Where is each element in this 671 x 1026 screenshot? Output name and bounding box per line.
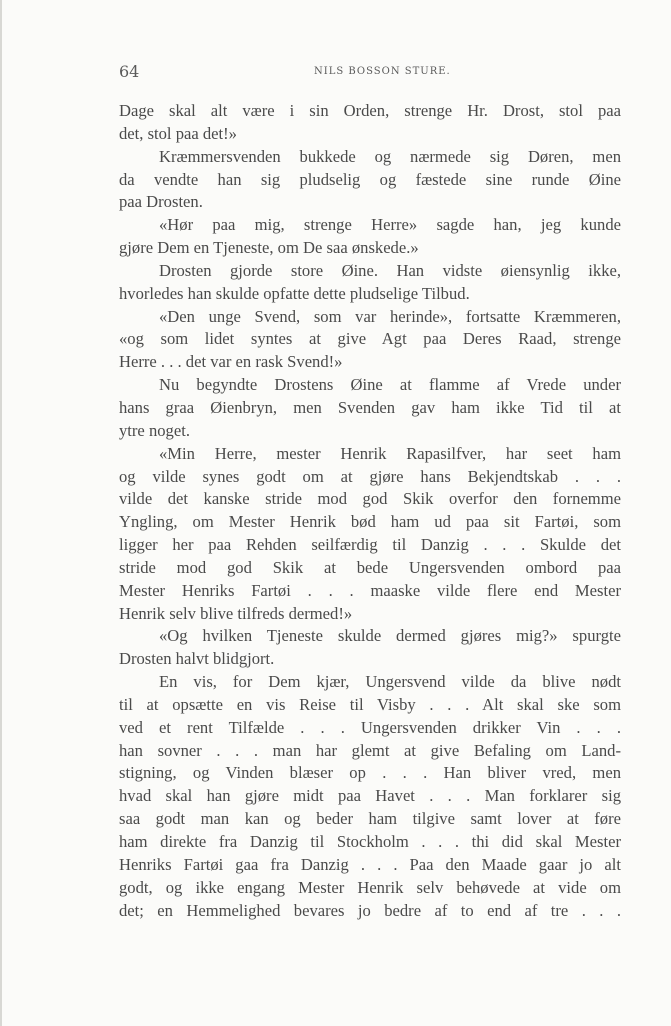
text-line: han sovner . . . man har glemt at give Befaling om Land- [119,740,621,760]
text-line: ytre noget. [119,420,190,440]
text-line: Drosten gjorde store Øine. Han vidste øiensynlig ikke, [159,260,621,280]
text-line: og vilde synes godt om at gjøre hans Bekjendtskab . . . [119,466,621,486]
text-line: Henriks Fartøi gaa fra Danzig . . . Paa den Maade gaar jo alt [119,854,621,874]
text-line: ved et rent Tilfælde . . . Ungersvenden drikker Vin . . . [119,717,621,737]
text-line: Drosten halvt blidgjort. [119,649,275,669]
text-line: «Og hvilken Tjeneste skulde dermed gjøres mig?» spurgte [159,626,621,646]
text-line: Yngling, om Mester Henrik bød ham ud paa sit Fartøi, som [119,512,621,532]
text-line: stride mod god Skik at bede Ungersvenden ombord paa [119,557,621,577]
text-line: vilde det kanske stride mod god Skik overfor den fornemme [119,489,621,509]
body-text [119,100,621,922]
text-line: hans graa Øienbryn, men Svenden gav ham ikke Tid til at [119,397,621,417]
text-line: «Hør paa mig, strenge Herre» sagde han, jeg kunde [159,215,621,235]
text-line: hvorledes han skulde opfatte dette pludselige Tilbud. [119,283,470,303]
text-line: til at opsætte en vis Reise til Visby . . . Alt skal ske som [119,694,621,714]
text-line: Kræmmersvenden bukkede og nærmede sig Døren, men [159,146,621,166]
text-line: da vendte han sig pludselig og fæstede sine runde Øine [119,169,621,189]
text-line: gjøre Dem en Tjeneste, om De saa ønskede.» [119,238,419,258]
text-line: Herre . . . det var en rask Svend!» [119,352,343,372]
text-line: «Min Herre, mester Henrik Rapasilfver, har seet ham [159,443,621,463]
text-line: saa godt man kan og beder ham tilgive samt lover at føre [119,809,621,829]
text-line: det; en Hemmelighed bevares jo bedre af to end af tre . . . [119,900,621,920]
text-line: det, stol paa det!» [119,123,237,143]
page-number: 64 [119,62,140,81]
text-line: paa Drosten. [119,192,203,212]
text-line: Mester Henriks Fartøi . . . maaske vilde flere end Mester [119,580,621,600]
text-line: Henrik selv blive tilfreds dermed!» [119,603,353,623]
text-line: ligger her paa Rehden seilfærdig til Danzig . . . Skulde det [119,535,621,555]
text-line: godt, og ikke engang Mester Henrik selv behøvede at vide om [119,877,621,897]
text-line: stigning, og Vinden blæser op . . . Han bliver vred, men [119,763,621,783]
text-line: «Den unge Svend, som var herinde», fortsatte Kræmmeren, [159,306,621,326]
text-line: Dage skal alt være i sin Orden, strenge Hr. Drost, stol paa [119,101,621,120]
text-line: ham direkte fra Danzig til Stockholm . . . thi did skal Mester [119,832,621,851]
text-line: En vis, for Dem kjær, Ungersvend vilde da blive nødt [159,672,621,692]
text-line: hvad skal han gjøre midt paa Havet . . . Man forklarer sig [119,786,621,806]
text-line: Nu begyndte Drostens Øine at flamme af Vrede under [159,375,621,395]
running-head: NILS BOSSON STURE. [314,66,451,77]
text-line: «og som lidet syntes at give Agt paa Deres Raad, strenge [119,329,621,349]
